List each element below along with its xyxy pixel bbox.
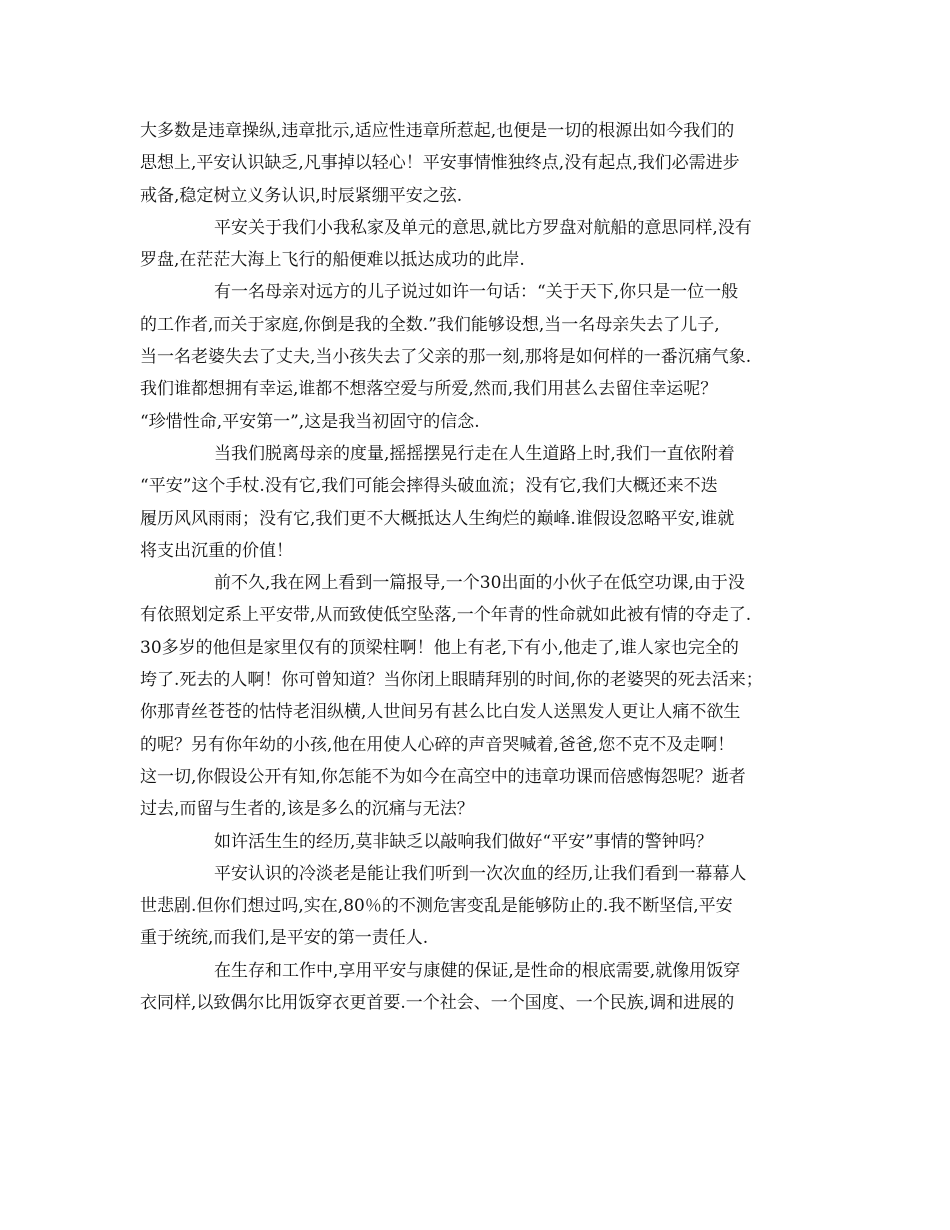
- text-line: 重于统统,而我们,是平安的第一责任人.: [140, 928, 429, 949]
- text-line: 戒备,稳定树立义务认识,时辰紧绷平安之弦.: [140, 185, 463, 206]
- text-line: 你那青丝苍苍的怙恃老泪纵横,人世间另有甚么比白发人送黑发人更让人痛不欲生: [140, 702, 741, 723]
- text-line: 履历风风雨雨；没有它,我们更不大概抵达人生绚烂的巅峰.谁假设忽略平安,谁就: [140, 508, 735, 529]
- text-line: 当一名老婆失去了丈夫,当小孩失去了父亲的那一刻,那将是如何样的一番沉痛气象.: [140, 347, 752, 368]
- text-line: “珍惜性命,平安第一”,这是我当初固守的信念.: [140, 411, 480, 432]
- paragraph-first-line: 如许活生生的经历,莫非缺乏以敲响我们做好“平安”事情的警钟吗？: [214, 831, 713, 852]
- text-line: 30多岁的他但是家里仅有的顶梁柱啊！他上有老,下有小,他走了,谁人家也完全的: [140, 637, 739, 658]
- text-line: 将支出沉重的价值！: [140, 540, 293, 561]
- text-line: 我们谁都想拥有幸运,谁都不想落空爱与所爱,然而,我们用甚么去留住幸运呢？: [140, 379, 718, 400]
- text-line: 垮了.死去的人啊！你可曾知道？当你闭上眼睛拜别的时间,你的老婆哭的死去活来；: [140, 670, 763, 691]
- text-line: 这一切,你假设公开有知,你怎能不为如今在高空中的违章功课而倍感悔怨呢？逝者: [140, 766, 746, 787]
- paragraph-first-line: 有一名母亲对远方的儿子说过如许一句话：“关于天下,你只是一位一般: [214, 282, 739, 303]
- paragraph-first-line: 前不久,我在网上看到一篇报导,一个30出面的小伙子在低空功课,由于没: [214, 573, 745, 594]
- text-line: 的呢？另有你年幼的小孩,他在用使人心碎的声音哭喊着,爸爸,您不克不及走啊！: [140, 734, 735, 755]
- text-line: 的工作者,而关于家庭,你倒是我的全数.”我们能够设想,当一名母亲失去了儿子,: [140, 314, 720, 335]
- text-line: 思想上,平安认识缺乏,凡事掉以轻心！平安事情惟独终点,没有起点,我们必需进步: [140, 153, 740, 174]
- text-line: 罗盘,在茫茫大海上飞行的船便难以抵达成功的此岸.: [140, 250, 525, 271]
- text-line: 大多数是违章操纵,违章批示,适应性违章所惹起,也便是一切的根源出如今我们的: [140, 121, 735, 141]
- text-line: 有依照划定系上平安带,从而致使低空坠落,一个年青的性命就如此被有情的夺走了.: [140, 605, 752, 626]
- text-line: 世悲剧.但你们想过吗,实在,80％的不测危害变乱是能够防止的.我不断坚信,平安: [140, 896, 733, 917]
- paragraph-first-line: 平安认识的冷淡老是能让我们听到一次次血的经历,让我们看到一幕幕人: [214, 863, 747, 884]
- paragraph-first-line: 当我们脱离母亲的度量,摇摇摆晃行走在人生道路上时,我们一直依附着: [214, 443, 735, 464]
- text-line: “平安”这个手杖.没有它,我们可能会摔得头破血流；没有它,我们大概还来不迭: [140, 476, 718, 497]
- text-line: 过去,而留与生者的,该是多么的沉痛与无法？: [140, 799, 474, 820]
- paragraph-first-line: 在生存和工作中,享用平安与康健的保证,是性命的根底需要,就像用饭穿: [214, 960, 741, 981]
- document-body: [140, 115, 820, 1019]
- paragraph-first-line: 平安关于我们小我私家及单元的意思,就比方罗盘对航船的意思同样,没有: [214, 217, 752, 238]
- text-line: 衣同样,以致偶尔比用饭穿衣更首要.一个社会、一个国度、一个民族,调和进展的: [140, 993, 735, 1014]
